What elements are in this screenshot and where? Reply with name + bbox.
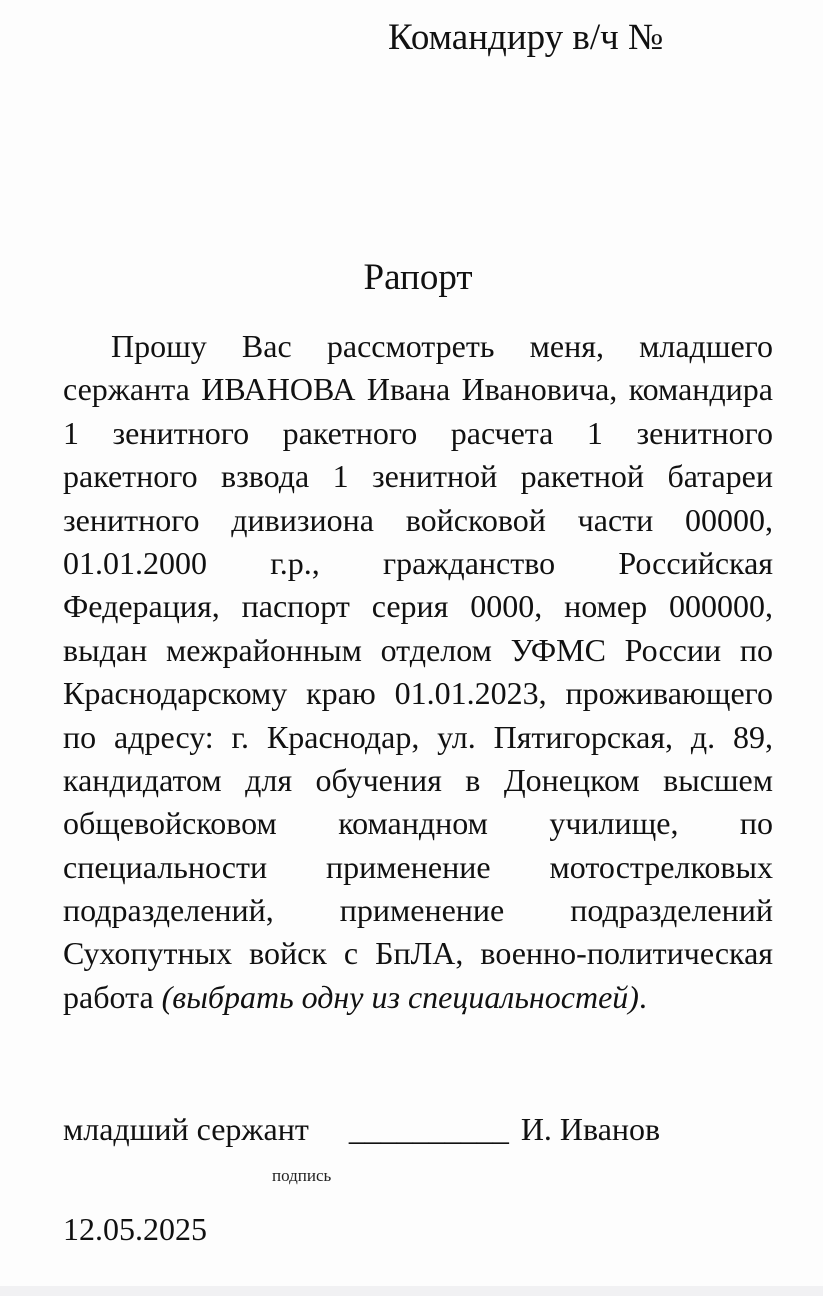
body-line: 1 зенитного ракетного расчета 1 зенитного (63, 414, 773, 451)
signer-name: И. Иванов (520, 1111, 661, 1148)
body-line: подразделений, применение подразделений (63, 892, 773, 929)
rank-label: младший сержант (63, 1111, 309, 1148)
body-line-last (63, 976, 773, 1019)
date-label: 12.05.2025 (63, 1211, 207, 1248)
italic-note: (выбрать одну из специальностей) (161, 978, 639, 1015)
signature-caption: подпись (272, 1166, 332, 1186)
signature-row (63, 1107, 823, 1151)
body-line: зенитного дивизиона войсковой части 00000, (63, 501, 773, 538)
body-line-last-regular: работа (63, 978, 162, 1015)
body-line: ракетного взвода 1 зенитной ракетной батареи (63, 458, 773, 495)
addressee-line: Командиру в/ч № (388, 17, 664, 58)
body-line-last-suffix: . (638, 978, 647, 1015)
footer-strip (0, 1286, 823, 1296)
body-line: 01.01.2000 г.р., гражданство Российская (63, 544, 773, 581)
body-line: Сухопутных войск с БпЛА, военно-политическая (63, 935, 773, 972)
document-page (0, 16, 823, 1296)
body-line: Федерация, паспорт серия 0000, номер 000000, (63, 588, 773, 625)
body-line: Краснодарскому краю 01.01.2023, проживающего (63, 675, 773, 712)
body-line: по адресу: г. Краснодар, ул. Пятигорская, д. 89, (63, 718, 773, 755)
body-line: специальности применение мотострелковых (63, 848, 773, 885)
body-line: сержанта ИВАНОВА Ивана Ивановича, командира (63, 371, 773, 408)
body-line: выдан межрайонным отделом УФМС России по (63, 631, 773, 668)
body-line: общевойсковом командном училище, по (63, 805, 773, 842)
body-line: Прошу Вас рассмотреть меня, младшего (111, 328, 773, 364)
report-title: Рапорт (363, 257, 473, 298)
signature-blank-line: __________ (348, 1111, 509, 1148)
body-line: кандидатом для обучения в Донецком высшем (63, 761, 773, 798)
body-paragraph (63, 325, 773, 1019)
